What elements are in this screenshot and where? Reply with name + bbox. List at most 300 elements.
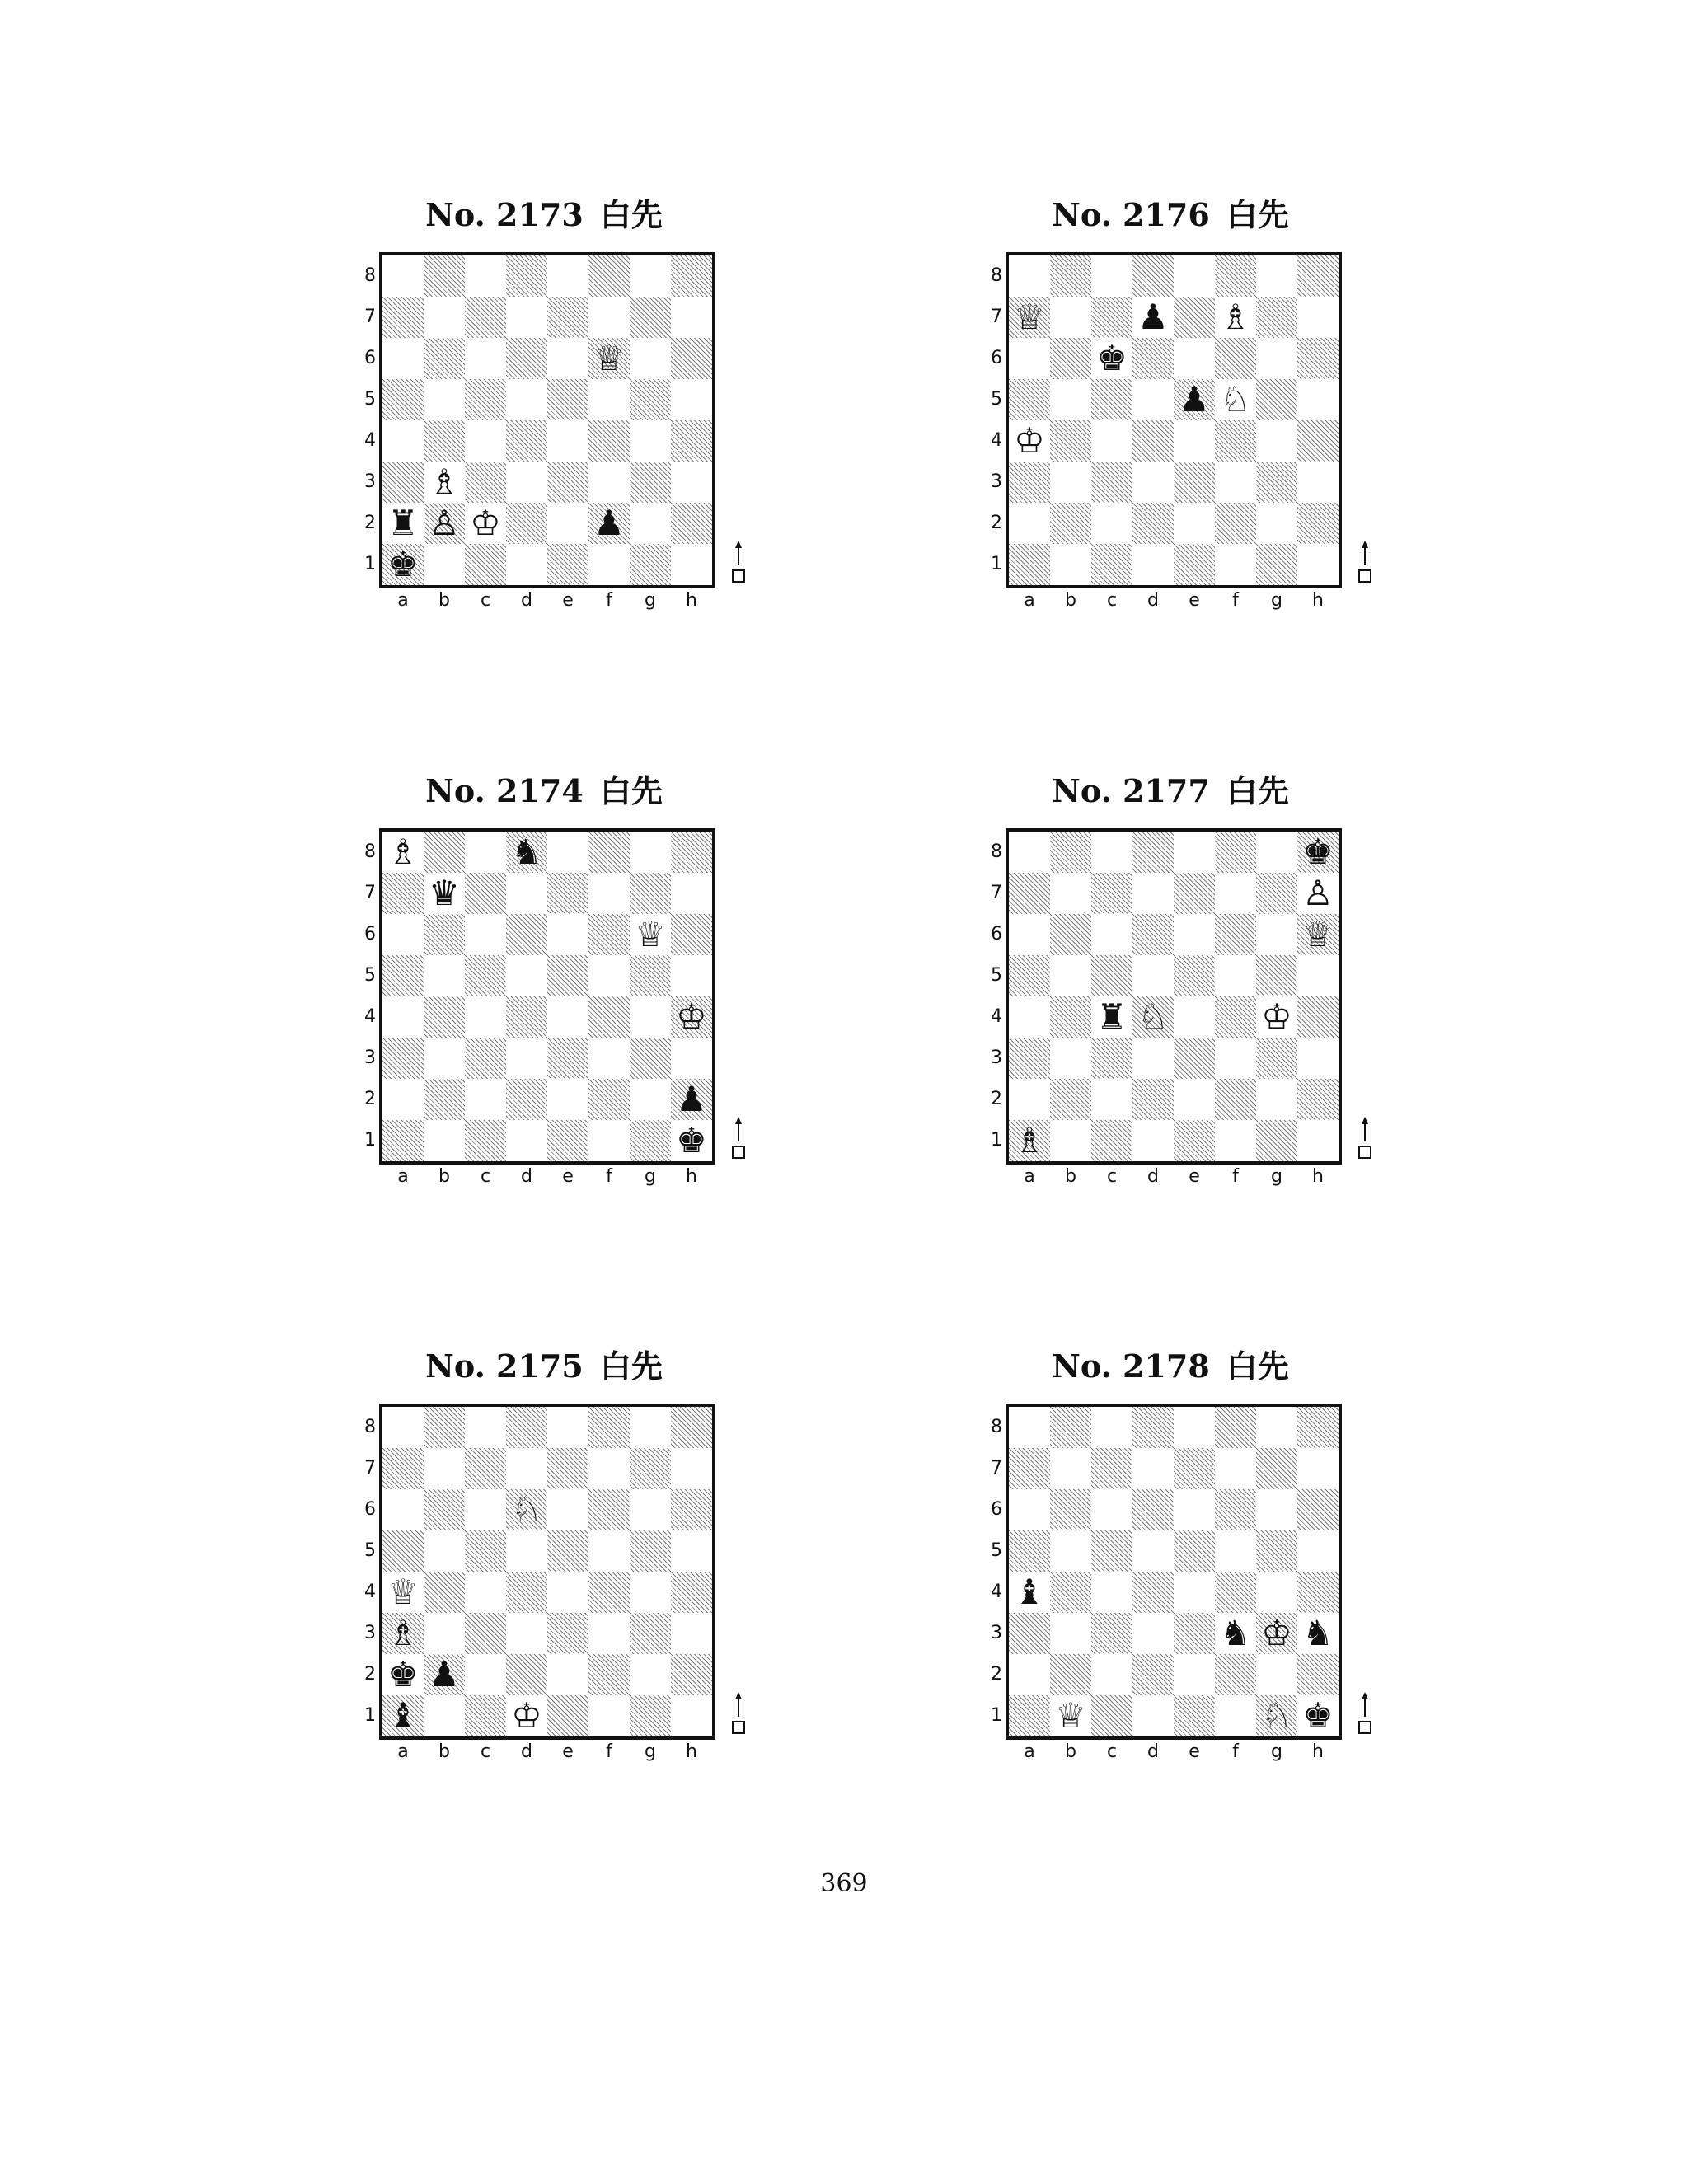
square-f4 (588, 996, 630, 1038)
square-b7 (1050, 1448, 1091, 1489)
black-king-icon: ♚ (1096, 338, 1128, 378)
square-a5 (382, 1530, 424, 1572)
square-e4 (547, 996, 588, 1038)
square-h2 (671, 503, 712, 544)
square-f1 (1215, 1120, 1256, 1161)
square-c5 (465, 379, 506, 420)
square-e6 (547, 338, 588, 379)
square-e4 (1174, 996, 1215, 1038)
square-c4 (1091, 420, 1132, 462)
square-b3 (424, 1038, 465, 1079)
file-label: h (686, 1741, 697, 1762)
puzzle-title (956, 1346, 1385, 1387)
square-b8 (424, 832, 465, 873)
square-d6 (1132, 1489, 1174, 1530)
puzzle-title (330, 194, 758, 236)
white-king-icon: ♔ (676, 996, 707, 1037)
file-label: a (1024, 1741, 1035, 1762)
square-g3 (630, 462, 671, 503)
square-e6 (1174, 1489, 1215, 1530)
square-e7 (547, 297, 588, 338)
square-c1 (1091, 544, 1132, 585)
square-h1 (1297, 544, 1339, 585)
square-g4 (1256, 420, 1297, 462)
square-h7 (671, 873, 712, 914)
square-g8 (630, 1407, 671, 1448)
rank-label: 2 (991, 1664, 1002, 1685)
square-g2 (630, 1079, 671, 1120)
white-king-icon: ♔ (1014, 420, 1045, 461)
square-e5 (1174, 955, 1215, 996)
square-c2 (1091, 1079, 1132, 1120)
rank-label: 3 (364, 471, 376, 492)
square-f1 (588, 544, 630, 585)
square-b1 (424, 1695, 465, 1736)
file-label: d (521, 1166, 532, 1187)
black-king-icon: ♚ (676, 1120, 707, 1160)
square-e4 (1174, 1572, 1215, 1613)
square-e3 (547, 462, 588, 503)
rank-label: 7 (364, 1458, 376, 1479)
file-label: g (645, 1741, 656, 1762)
square-f8 (1215, 255, 1256, 297)
side-to-move: 白先 (599, 773, 663, 809)
square-c5 (1091, 1530, 1132, 1572)
square-h6 (1297, 338, 1339, 379)
rank-label: 6 (364, 1499, 376, 1520)
chess-puzzle (330, 1346, 758, 1807)
square-f7 (588, 873, 630, 914)
square-e6 (547, 914, 588, 955)
square-b4 (1050, 996, 1091, 1038)
black-knight-icon: ♞ (1302, 1613, 1334, 1653)
square-b7 (1050, 297, 1091, 338)
square-b7 (424, 297, 465, 338)
black-pawn-icon: ♟ (593, 503, 625, 543)
square-g6 (630, 338, 671, 379)
square-a1 (1009, 1695, 1050, 1736)
rank-label: 4 (991, 1582, 1002, 1602)
square-d8 (506, 1407, 547, 1448)
rank-label: 2 (364, 1664, 376, 1685)
square-a1 (382, 1120, 424, 1161)
square-g2 (1256, 1079, 1297, 1120)
square-d4 (1132, 1572, 1174, 1613)
black-pawn-icon: ♟ (676, 1079, 707, 1119)
rank-label: 8 (364, 1417, 376, 1437)
square-e7 (1174, 1448, 1215, 1489)
square-a7 (1009, 1448, 1050, 1489)
square-e8 (1174, 832, 1215, 873)
rank-label: 3 (364, 1623, 376, 1643)
white-bishop-icon: ♗ (1220, 297, 1251, 337)
square-c5 (465, 1530, 506, 1572)
square-c5 (1091, 379, 1132, 420)
black-bishop-icon: ♝ (1014, 1572, 1045, 1612)
file-label: h (686, 590, 697, 611)
square-b1 (1050, 1120, 1091, 1161)
square-e1 (1174, 1120, 1215, 1161)
chess-puzzle (956, 194, 1385, 656)
square-e2 (1174, 1079, 1215, 1120)
square-g1 (630, 544, 671, 585)
white-bishop-icon: ♗ (387, 832, 419, 872)
square-d2 (1132, 503, 1174, 544)
square-g5 (630, 955, 671, 996)
file-label: d (1147, 590, 1159, 611)
square-g3 (1256, 1038, 1297, 1079)
square-f8 (1215, 832, 1256, 873)
rank-label: 5 (991, 389, 1002, 410)
rank-label: 1 (991, 554, 1002, 574)
square-f6 (1215, 1489, 1256, 1530)
square-h2 (1297, 1079, 1339, 1120)
file-label: c (1106, 1166, 1118, 1187)
white-bishop-icon: ♗ (387, 1613, 419, 1653)
square-d5 (1132, 379, 1174, 420)
square-f3 (588, 1613, 630, 1654)
white-knight-icon: ♘ (1261, 1695, 1292, 1736)
square-h1 (671, 544, 712, 585)
square-h5 (671, 379, 712, 420)
file-label: g (645, 590, 656, 611)
square-f5 (1215, 1530, 1256, 1572)
square-h2 (671, 1654, 712, 1695)
black-knight-icon: ♞ (1220, 1613, 1251, 1653)
square-f8 (588, 255, 630, 297)
rank-label: 5 (991, 1540, 1002, 1561)
square-e3 (1174, 1613, 1215, 1654)
rank-label: 1 (991, 1130, 1002, 1151)
square-d2 (506, 503, 547, 544)
square-f3 (588, 1038, 630, 1079)
rank-label: 2 (991, 513, 1002, 533)
square-h3 (671, 1613, 712, 1654)
square-d6 (1132, 914, 1174, 955)
file-label: c (480, 1166, 491, 1187)
file-label: h (1312, 1166, 1324, 1187)
square-h3 (1297, 462, 1339, 503)
black-rook-icon: ♜ (1096, 996, 1128, 1037)
square-c3 (1091, 1038, 1132, 1079)
rank-label: 2 (364, 1089, 376, 1109)
square-f2 (588, 1654, 630, 1695)
square-b5 (424, 955, 465, 996)
square-e3 (547, 1613, 588, 1654)
side-to-move: 白先 (1226, 197, 1289, 233)
square-c3 (1091, 462, 1132, 503)
square-e2 (1174, 503, 1215, 544)
square-f4 (1215, 996, 1256, 1038)
square-b2 (1050, 503, 1091, 544)
file-label: e (1189, 1741, 1200, 1762)
square-e4 (547, 1572, 588, 1613)
square-d8 (1132, 832, 1174, 873)
square-g6 (630, 1489, 671, 1530)
file-label: a (397, 1166, 409, 1187)
square-b1 (424, 544, 465, 585)
rank-label: 7 (364, 307, 376, 327)
rank-label: 7 (364, 883, 376, 903)
rank-label: 6 (991, 348, 1002, 368)
file-label: a (1024, 1166, 1035, 1187)
file-label: b (438, 590, 450, 611)
puzzle-title (330, 771, 758, 812)
page-number: 369 (820, 1869, 868, 1898)
square-f2 (1215, 1079, 1256, 1120)
file-label: e (562, 1166, 574, 1187)
square-g3 (1256, 462, 1297, 503)
white-to-move-icon (1357, 1117, 1373, 1160)
file-label: g (1271, 1741, 1282, 1762)
square-b1 (1050, 544, 1091, 585)
square-e4 (547, 420, 588, 462)
square-a4 (382, 996, 424, 1038)
square-b3 (1050, 1613, 1091, 1654)
black-queen-icon: ♛ (429, 873, 460, 913)
square-d6 (1132, 338, 1174, 379)
square-d2 (1132, 1654, 1174, 1695)
square-h8 (671, 255, 712, 297)
square-d5 (1132, 955, 1174, 996)
square-h8 (671, 1407, 712, 1448)
square-f3 (1215, 1038, 1256, 1079)
square-a3 (382, 1038, 424, 1079)
square-a3 (1009, 1038, 1050, 1079)
square-b5 (424, 1530, 465, 1572)
square-b8 (1050, 832, 1091, 873)
square-h7 (671, 1448, 712, 1489)
square-h5 (1297, 1530, 1339, 1572)
square-d4 (506, 1572, 547, 1613)
square-e2 (547, 1654, 588, 1695)
puzzle-title (956, 771, 1385, 812)
rank-label: 4 (991, 1006, 1002, 1027)
square-c7 (1091, 1448, 1132, 1489)
black-bishop-icon: ♝ (387, 1695, 419, 1736)
rank-label: 4 (364, 1582, 376, 1602)
square-f7 (588, 297, 630, 338)
square-g2 (630, 503, 671, 544)
rank-label: 5 (364, 965, 376, 986)
square-c8 (1091, 255, 1132, 297)
square-d2 (506, 1079, 547, 1120)
square-e1 (547, 544, 588, 585)
file-label: e (562, 590, 574, 611)
square-d5 (506, 955, 547, 996)
white-knight-icon: ♘ (1137, 996, 1169, 1037)
square-e7 (1174, 297, 1215, 338)
square-e2 (1174, 1654, 1215, 1695)
square-e2 (547, 1079, 588, 1120)
square-h4 (1297, 420, 1339, 462)
square-e5 (547, 1530, 588, 1572)
file-label: f (606, 1166, 612, 1187)
square-c4 (465, 420, 506, 462)
square-b6 (1050, 1489, 1091, 1530)
file-label: h (1312, 590, 1324, 611)
file-label: f (606, 1741, 612, 1762)
square-f2 (1215, 503, 1256, 544)
square-d7 (1132, 873, 1174, 914)
square-d3 (506, 1613, 547, 1654)
square-e7 (547, 873, 588, 914)
square-f2 (1215, 1654, 1256, 1695)
square-f1 (588, 1695, 630, 1736)
square-a6 (382, 914, 424, 955)
square-g1 (1256, 1120, 1297, 1161)
square-h1 (671, 1695, 712, 1736)
square-a5 (1009, 955, 1050, 996)
square-h8 (671, 832, 712, 873)
square-f5 (588, 1530, 630, 1572)
square-c5 (1091, 955, 1132, 996)
square-f5 (588, 379, 630, 420)
square-a6 (382, 338, 424, 379)
file-label: c (480, 590, 491, 611)
square-f1 (588, 1120, 630, 1161)
black-pawn-icon: ♟ (1137, 297, 1169, 337)
square-c8 (465, 1407, 506, 1448)
square-e3 (547, 1038, 588, 1079)
square-g7 (1256, 873, 1297, 914)
file-label: g (645, 1166, 656, 1187)
square-h8 (1297, 1407, 1339, 1448)
square-c7 (1091, 873, 1132, 914)
square-d1 (1132, 1695, 1174, 1736)
rank-label: 2 (364, 513, 376, 533)
file-label: h (1312, 1741, 1324, 1762)
square-e8 (547, 1407, 588, 1448)
square-b8 (424, 1407, 465, 1448)
file-label: e (562, 1741, 574, 1762)
square-d5 (506, 1530, 547, 1572)
square-a5 (382, 379, 424, 420)
file-label: d (521, 1741, 532, 1762)
square-c1 (1091, 1120, 1132, 1161)
square-b2 (424, 1079, 465, 1120)
square-e1 (1174, 1695, 1215, 1736)
square-f7 (588, 1448, 630, 1489)
chess-board (379, 828, 715, 1165)
square-h6 (671, 914, 712, 955)
square-b8 (1050, 1407, 1091, 1448)
rank-label: 8 (991, 1417, 1002, 1437)
white-to-move-icon (1357, 541, 1373, 583)
square-c6 (465, 338, 506, 379)
file-label: e (1189, 1166, 1200, 1187)
square-f6 (588, 914, 630, 955)
square-b6 (424, 1489, 465, 1530)
rank-label: 7 (991, 1458, 1002, 1479)
black-king-icon: ♚ (387, 544, 419, 584)
square-h3 (671, 1038, 712, 1079)
square-a5 (1009, 379, 1050, 420)
puzzle-number: No. 2178 (1052, 1347, 1210, 1385)
square-b7 (1050, 873, 1091, 914)
square-f6 (588, 1489, 630, 1530)
square-e3 (1174, 462, 1215, 503)
file-label: b (1065, 1166, 1076, 1187)
square-e2 (547, 503, 588, 544)
file-label: b (1065, 1741, 1076, 1762)
square-a5 (1009, 1530, 1050, 1572)
square-b5 (1050, 955, 1091, 996)
file-label: d (1147, 1741, 1159, 1762)
square-f3 (588, 462, 630, 503)
square-a8 (382, 255, 424, 297)
square-e6 (1174, 914, 1215, 955)
square-d3 (1132, 1038, 1174, 1079)
puzzle-number: No. 2173 (425, 196, 584, 233)
white-knight-icon: ♘ (1220, 379, 1251, 419)
square-c3 (465, 462, 506, 503)
square-d1 (506, 544, 547, 585)
square-b5 (424, 379, 465, 420)
white-to-move-icon (730, 1692, 747, 1735)
white-bishop-icon: ♗ (429, 462, 460, 502)
square-a6 (1009, 914, 1050, 955)
square-c6 (465, 914, 506, 955)
square-g3 (630, 1038, 671, 1079)
square-b3 (1050, 1038, 1091, 1079)
square-f4 (588, 1572, 630, 1613)
rank-label: 6 (364, 924, 376, 944)
square-h5 (671, 1530, 712, 1572)
square-b3 (424, 1613, 465, 1654)
square-e6 (547, 1489, 588, 1530)
rank-label: 7 (991, 883, 1002, 903)
square-e5 (547, 379, 588, 420)
square-a1 (1009, 544, 1050, 585)
file-label: a (1024, 590, 1035, 611)
rank-label: 6 (364, 348, 376, 368)
square-g4 (630, 1572, 671, 1613)
square-b1 (424, 1120, 465, 1161)
square-c4 (465, 996, 506, 1038)
square-b4 (424, 996, 465, 1038)
file-label: g (1271, 590, 1282, 611)
square-e5 (1174, 1530, 1215, 1572)
square-g8 (1256, 1407, 1297, 1448)
white-king-icon: ♔ (470, 503, 501, 543)
square-b3 (1050, 462, 1091, 503)
file-label: f (1232, 590, 1239, 611)
square-h1 (1297, 1120, 1339, 1161)
square-d7 (506, 1448, 547, 1489)
square-b5 (1050, 1530, 1091, 1572)
square-g5 (1256, 955, 1297, 996)
square-g7 (1256, 1448, 1297, 1489)
square-d7 (506, 873, 547, 914)
square-c8 (1091, 1407, 1132, 1448)
chess-board (1006, 1404, 1342, 1740)
square-h4 (1297, 996, 1339, 1038)
white-to-move-icon (1357, 1692, 1373, 1735)
square-c8 (1091, 832, 1132, 873)
square-d3 (1132, 1613, 1174, 1654)
rank-label: 8 (991, 841, 1002, 862)
rank-label: 5 (364, 389, 376, 410)
rank-label: 4 (364, 1006, 376, 1027)
square-d8 (1132, 1407, 1174, 1448)
square-c7 (465, 1448, 506, 1489)
square-f7 (1215, 873, 1256, 914)
square-f4 (588, 420, 630, 462)
square-b6 (1050, 338, 1091, 379)
square-a3 (1009, 1613, 1050, 1654)
square-g4 (630, 420, 671, 462)
